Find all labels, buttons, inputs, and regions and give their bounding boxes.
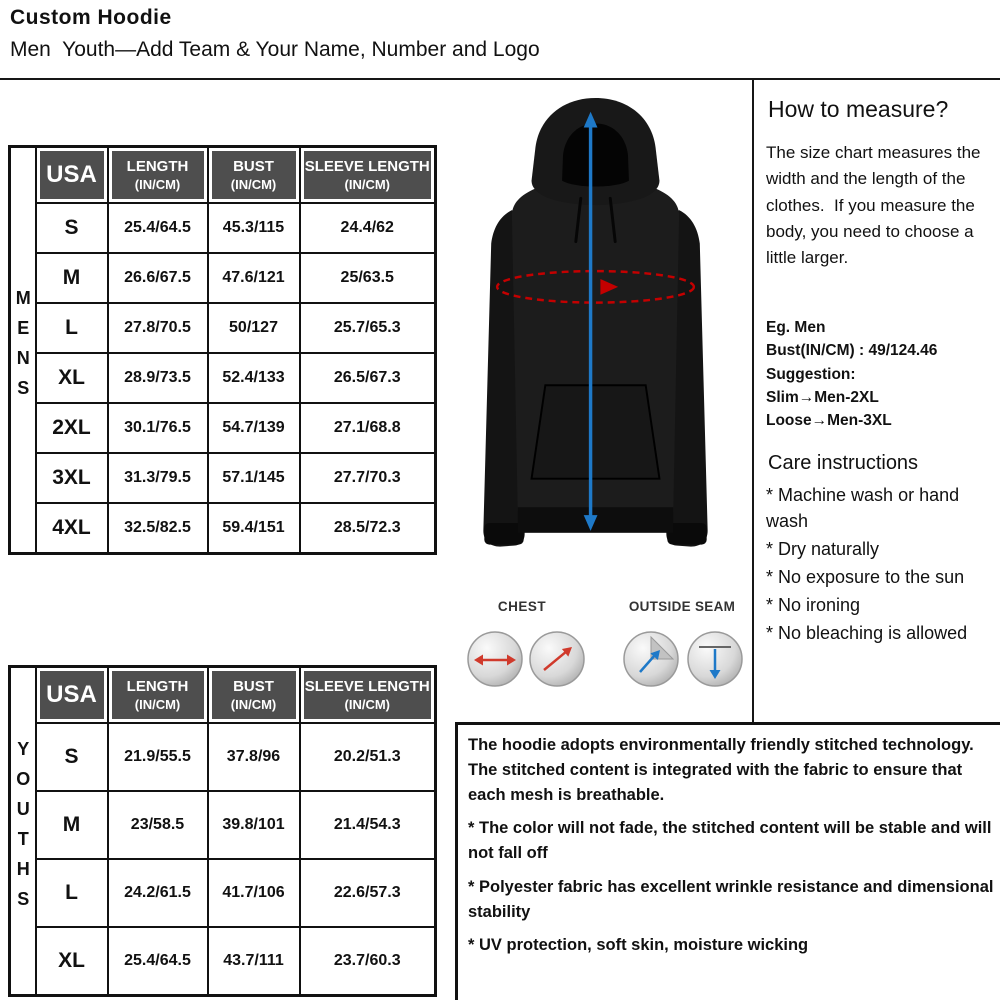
- sleeve-cell: 22.6/57.3: [300, 859, 436, 927]
- size-cell: S: [36, 723, 108, 791]
- care-item: * No exposure to the sun: [766, 567, 965, 588]
- bust-cell: 43.7/111: [208, 927, 300, 996]
- youths-usa-header: USA: [36, 667, 108, 724]
- care-instructions-list: [766, 482, 996, 649]
- sleeve-cell: 26.5/67.3: [300, 353, 436, 403]
- youths-size-table: [8, 665, 437, 997]
- sleeve-cell: 28.5/72.3: [300, 503, 436, 554]
- bust-cell: 45.3/115: [208, 203, 300, 253]
- table-row: [10, 353, 436, 403]
- bust-cell: 41.7/106: [208, 859, 300, 927]
- hoodie-product-image: [443, 86, 748, 591]
- bust-cell: 47.6/121: [208, 253, 300, 303]
- sleeve-cell: 24.4/62: [300, 203, 436, 253]
- example-line: Slim→Men-2XL: [766, 388, 879, 406]
- sleeve-cell: 27.7/70.3: [300, 453, 436, 503]
- bust-cell: 52.4/133: [208, 353, 300, 403]
- bust-cell: 57.1/145: [208, 453, 300, 503]
- table-row: [10, 791, 436, 859]
- page-title: Custom Hoodie: [10, 6, 172, 29]
- hoodie-left-cuff: [484, 523, 523, 545]
- length-cell: 27.8/70.5: [108, 303, 208, 353]
- feature-item: * The color will not fade, the stitched content will be stable and will not fall off: [468, 819, 992, 862]
- youths-length-header: LENGTH (IN/CM): [108, 667, 208, 724]
- sizing-example-block: [766, 316, 998, 432]
- length-cell: 24.2/61.5: [108, 859, 208, 927]
- table-row: [10, 503, 436, 554]
- seam-diagonal-measure-icon: [622, 630, 680, 688]
- table-row: [10, 403, 436, 453]
- youths-group-cell: [10, 667, 36, 996]
- feature-item: * Polyester fabric has excellent wrinkle resistance and dimensional stability: [468, 877, 994, 921]
- size-cell: XL: [36, 353, 108, 403]
- mens-usa-header: USA: [36, 147, 108, 204]
- example-line: Suggestion:: [766, 365, 856, 383]
- bust-cell: 50/127: [208, 303, 300, 353]
- sleeve-cell: 27.1/68.8: [300, 403, 436, 453]
- size-cell: S: [36, 203, 108, 253]
- mens-group-cell: [10, 147, 36, 554]
- hoodie-kangaroo-pocket: [532, 385, 660, 478]
- product-features-box: [455, 722, 1000, 1000]
- seam-length-measure-icon: [686, 630, 744, 688]
- how-to-measure-body: The size chart measures the width and the length of the clothes. If you measure the body, you need to choose a little larger.: [766, 143, 986, 268]
- length-cell: 25.4/64.5: [108, 203, 208, 253]
- table-row: [10, 723, 436, 791]
- page-subtitle: Men Youth—Add Team & Your Name, Number and Logo: [10, 38, 540, 61]
- sleeve-cell: 21.4/54.3: [300, 791, 436, 859]
- care-item: * Dry naturally: [766, 539, 880, 560]
- sleeve-cell: 23.7/60.3: [300, 927, 436, 996]
- care-item: * Machine wash or hand wash: [766, 485, 960, 532]
- sleeve-cell: 20.2/51.3: [300, 723, 436, 791]
- example-line: Eg. Men: [766, 319, 826, 336]
- table-row: [10, 453, 436, 503]
- bust-cell: 39.8/101: [208, 791, 300, 859]
- length-cell: 30.1/76.5: [108, 403, 208, 453]
- mens-bust-header: BUST (IN/CM): [208, 147, 300, 204]
- youths-bust-header: BUST (IN/CM): [208, 667, 300, 724]
- size-cell: 4XL: [36, 503, 108, 554]
- hoodie-right-cuff: [667, 523, 706, 545]
- feature-item: * UV protection, soft skin, moisture wicking: [468, 936, 809, 955]
- outside-seam-label: OUTSIDE SEAM: [628, 599, 736, 614]
- length-cell: 28.9/73.5: [108, 353, 208, 403]
- length-cell: 25.4/64.5: [108, 927, 208, 996]
- mens-length-header: LENGTH (IN/CM): [108, 147, 208, 204]
- size-cell: L: [36, 859, 108, 927]
- mens-sleeve-header: SLEEVE LENGTH (IN/CM): [300, 147, 436, 204]
- size-cell: 2XL: [36, 403, 108, 453]
- example-line: Loose→Men-3XL: [766, 412, 892, 429]
- size-cell: M: [36, 253, 108, 303]
- sleeve-cell: 25.7/65.3: [300, 303, 436, 353]
- right-panel-divider: [752, 78, 754, 724]
- mens-size-table: [8, 145, 437, 555]
- chest-girth-measure-icon: [528, 630, 586, 688]
- hoodie-hem-band: [518, 507, 673, 533]
- care-item: * No bleaching is allowed: [766, 623, 968, 644]
- size-cell: XL: [36, 927, 108, 996]
- length-cell: 26.6/67.5: [108, 253, 208, 303]
- chest-width-measure-icon: [466, 630, 524, 688]
- example-line: Bust(IN/CM) : 49/124.46: [766, 342, 938, 360]
- length-cell: 31.3/79.5: [108, 453, 208, 503]
- length-cell: 32.5/82.5: [108, 503, 208, 554]
- care-item: * No ironing: [766, 595, 861, 616]
- chest-label: CHEST: [497, 599, 547, 614]
- features-intro: The hoodie adopts environmentally friendly stitched technology. The stitched content is integrated with the fabric to ensure that each mesh is breathable.: [468, 736, 974, 804]
- bust-cell: 37.8/96: [208, 723, 300, 791]
- table-row: [10, 859, 436, 927]
- size-cell: M: [36, 791, 108, 859]
- table-row: [10, 303, 436, 353]
- sleeve-cell: 25/63.5: [300, 253, 436, 303]
- table-row: [10, 253, 436, 303]
- how-to-measure-title: How to measure?: [768, 96, 949, 122]
- length-cell: 21.9/55.5: [108, 723, 208, 791]
- table-row: [10, 203, 436, 253]
- youths-group-label: YOUTHS: [13, 738, 34, 919]
- size-cell: L: [36, 303, 108, 353]
- bust-cell: 54.7/139: [208, 403, 300, 453]
- header-divider: [0, 78, 1000, 80]
- mens-group-label: MENS: [13, 287, 34, 408]
- size-cell: 3XL: [36, 453, 108, 503]
- length-cell: 23/58.5: [108, 791, 208, 859]
- bust-cell: 59.4/151: [208, 503, 300, 554]
- youths-sleeve-header: SLEEVE LENGTH (IN/CM): [300, 667, 436, 724]
- table-row: [10, 927, 436, 996]
- care-instructions-title: Care instructions: [768, 452, 919, 474]
